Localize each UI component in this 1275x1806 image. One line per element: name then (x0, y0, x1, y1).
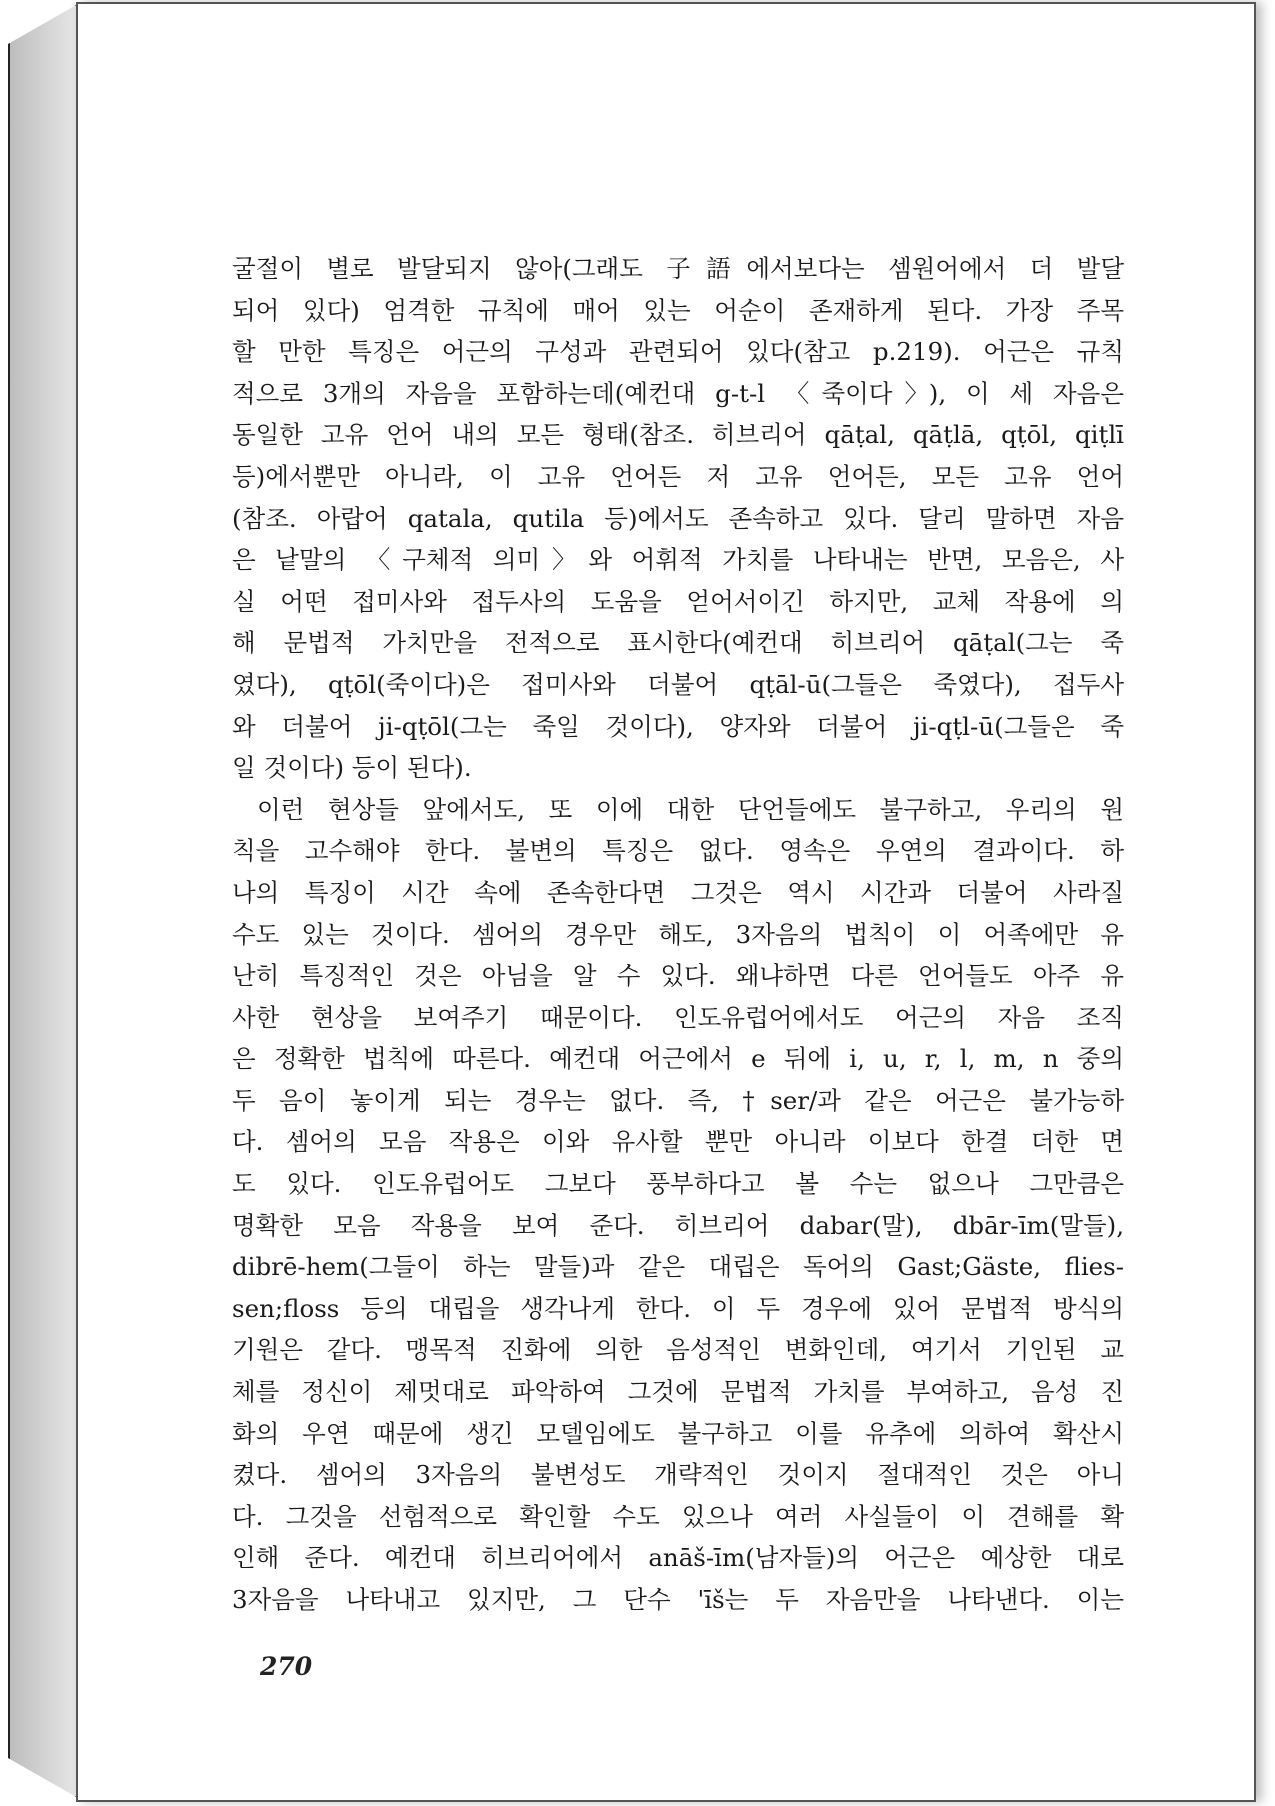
text-line: 은 낱말의 〈구체적 의미〉와 어휘적 가치를 나타내는 반면, 모음은, 사 (232, 545, 1124, 575)
text-line: 일 것이다) 등이 된다). (232, 753, 472, 783)
text-line: 수도 있는 것이다. 셈어의 경우만 해도, 3자음의 법칙이 이 어족에만 유 (232, 919, 1124, 949)
text-line: 다. 셈어의 모음 작용은 이와 유사할 뿐만 아니라 이보다 한결 더한 면 (232, 1127, 1124, 1157)
text-line: 인해 준다. 예컨대 히브리어에서 anāš-īm(남자들)의 어근은 예상한 대로 (232, 1543, 1124, 1573)
text-line: sen;floss 등의 대립을 생각나게 한다. 이 두 경우에 있어 문법적 방식의 (232, 1293, 1124, 1323)
text-line: 3자음을 나타내고 있지만, 그 단수 'īš는 두 자음만을 나타낸다. 이는 (232, 1585, 1124, 1614)
page-number: 270 (260, 1652, 313, 1681)
text-line: 명확한 모음 작용을 보여 준다. 히브리어 dabar(말), dbār-īm(말들), (232, 1210, 1124, 1240)
text-line: 기원은 같다. 맹목적 진화에 의한 음성적인 변화인데, 여기서 기인된 교 (232, 1335, 1124, 1365)
text-line: 난히 특징적인 것은 아님을 알 수 있다. 왜냐하면 다른 언어들도 아주 유 (232, 961, 1124, 991)
text-line: 사한 현상을 보여주기 때문이다. 인도유럽어에서도 어근의 자음 조직 (232, 1002, 1124, 1032)
text-line: 동일한 고유 언어 내의 모든 형태(참조. 히브리어 qāṭal, qāṭlā, qṭōl, qiṭlī (232, 420, 1124, 450)
text-line: 체를 정신이 제멋대로 파악하여 그것에 문법적 가치를 부여하고, 음성 진 (232, 1377, 1124, 1407)
text-line: 화의 우연 때문에 생긴 모델임에도 불구하고 이를 유추에 의하여 확산시 (232, 1418, 1124, 1448)
text-line-indented: 이런 현상들 앞에서도, 또 이에 대한 단언들에도 불구하고, 우리의 원 (257, 794, 1124, 824)
text-line: 와 더불어 ji-qṭōl(그는 죽일 것이다), 양자와 더불어 ji-qṭl-ū(그들은 죽 (232, 711, 1124, 741)
text-line: 굴절이 별로 발달되지 않아(그래도 子語에서보다는 셈원어에서 더 발달 (232, 254, 1124, 283)
text-line: 되어 있다) 엄격한 규칙에 매어 있는 어순이 존재하게 된다. 가장 주목 (232, 295, 1124, 325)
book-spine-edge (8, 4, 78, 1798)
text-line: 등)에서뿐만 아니라, 이 고유 언어든 저 고유 언어든, 모든 고유 언어 (232, 461, 1124, 491)
text-line: 였다), qṭōl(죽이다)은 접미사와 더불어 qṭāl-ū(그들은 죽였다), 접두사 (232, 669, 1124, 699)
text-line: 실 어떤 접미사와 접두사의 도움을 얻어서이긴 하지만, 교체 작용에 의 (232, 586, 1124, 616)
text-line: 칙을 고수해야 한다. 불변의 특징은 없다. 영속은 우연의 결과이다. 하 (232, 836, 1124, 866)
text-line: 은 정확한 법칙에 따른다. 예컨대 어근에서 e 뒤에 i, u, r, l, m, n 중의 (232, 1044, 1124, 1074)
text-line: 할 만한 특징은 어근의 구성과 관련되어 있다(참고 p.219). 어근은 규칙 (232, 337, 1124, 367)
text-line: (참조. 아랍어 qatala, qutila 등)에서도 존속하고 있다. 달리 말하면 자음 (232, 503, 1124, 533)
text-line: 해 문법적 가치만을 전적으로 표시한다(예컨대 히브리어 qāṭal(그는 죽 (232, 628, 1124, 658)
body-text (232, 248, 1124, 1621)
text-line: dibrē-hem(그들이 하는 말들)과 같은 대립은 독어의 Gast;Gäste, flies- (232, 1252, 1124, 1282)
text-line: 다. 그것을 선험적으로 확인할 수도 있으나 여러 사실들이 이 견해를 확 (232, 1501, 1124, 1531)
text-line: 켰다. 셈어의 3자음의 불변성도 개략적인 것이지 절대적인 것은 아니 (232, 1460, 1124, 1490)
text-line: 도 있다. 인도유럽어도 그보다 풍부하다고 볼 수는 없으나 그만큼은 (232, 1169, 1124, 1199)
text-line: 나의 특징이 시간 속에 존속한다면 그것은 역시 시간과 더불어 사라질 (232, 877, 1124, 907)
text-line: 두 음이 놓이게 되는 경우는 없다. 즉, †ser/과 같은 어근은 불가능하 (232, 1085, 1124, 1115)
text-line: 적으로 3개의 자음을 포함하는데(예컨대 g-t-l 〈죽이다〉), 이 세 자음은 (232, 378, 1124, 408)
